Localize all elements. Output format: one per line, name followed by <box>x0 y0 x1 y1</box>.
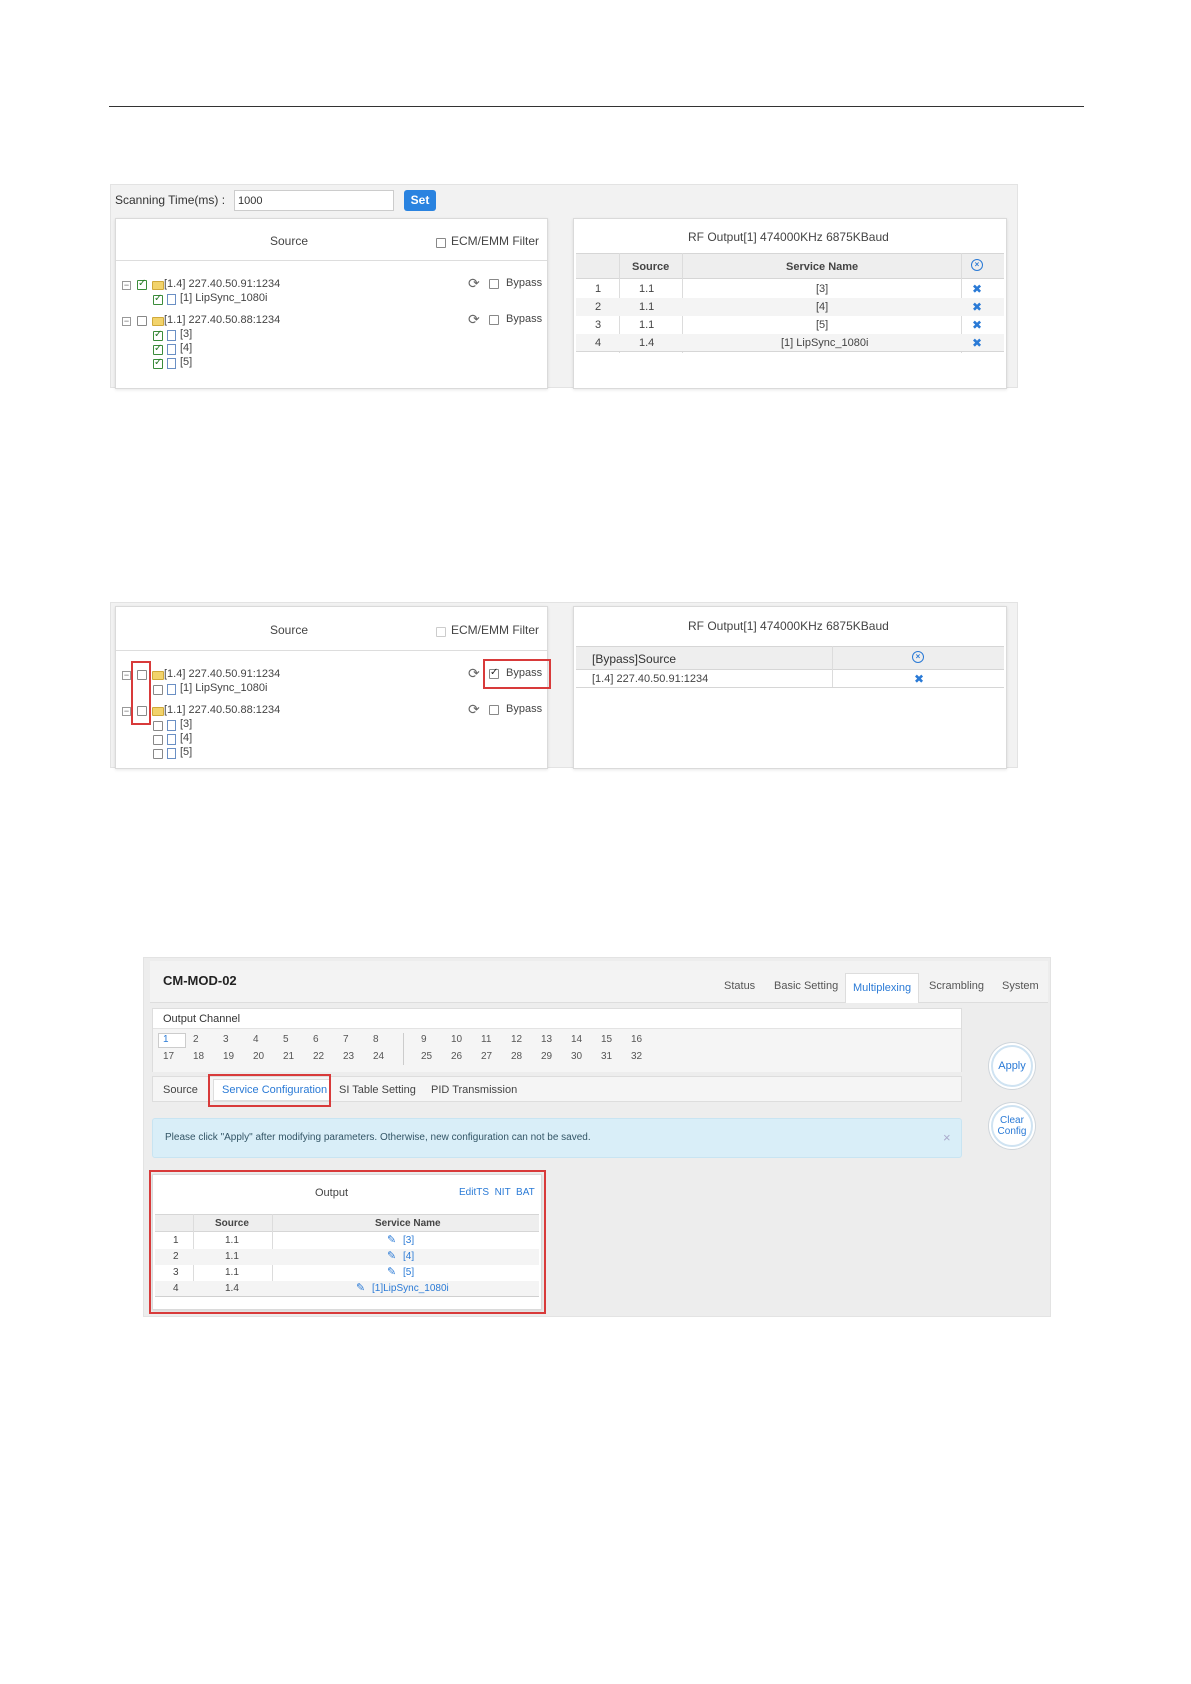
channel-21[interactable]: 21 <box>283 1051 295 1062</box>
rf-output-header: RF Output[1] 474000KHz 6875KBaud <box>688 619 889 633</box>
channel-16[interactable]: 16 <box>631 1034 643 1045</box>
highlight-service-config <box>208 1074 331 1107</box>
row-number: 3 <box>173 1267 179 1278</box>
channel-28[interactable]: 28 <box>511 1051 523 1062</box>
row-service-name: [3] <box>816 283 829 295</box>
channel-1[interactable]: 1 <box>163 1034 169 1045</box>
tree-node-label[interactable]: [1.1] 227.40.50.88:1234 <box>164 314 281 326</box>
remove-all-icon[interactable]: × <box>971 259 983 271</box>
apply-button[interactable] <box>991 1045 1033 1087</box>
nav-multiplexing[interactable]: Multiplexing <box>853 982 912 994</box>
tree-node-label[interactable]: [4] <box>180 732 193 744</box>
row-number: 4 <box>173 1283 179 1294</box>
channel-26[interactable]: 26 <box>451 1051 463 1062</box>
row-service-name: [5] <box>816 319 829 331</box>
bypass-label: Bypass <box>506 313 543 325</box>
output-channel-box <box>152 1008 962 1072</box>
edit-pencil-icon[interactable]: ✎ <box>387 1250 397 1262</box>
row-service-name[interactable]: [3] <box>403 1235 415 1246</box>
channel-9[interactable]: 9 <box>421 1034 427 1045</box>
row-source: 1.1 <box>639 283 655 295</box>
node-checkbox[interactable] <box>153 295 163 305</box>
channel-18[interactable]: 18 <box>193 1051 205 1062</box>
rf-output-panel <box>573 606 1007 769</box>
document-icon <box>167 734 176 745</box>
table-row[interactable] <box>576 316 1004 334</box>
table-row[interactable] <box>576 670 1004 688</box>
node-checkbox[interactable] <box>153 749 163 759</box>
clear-config-button[interactable] <box>991 1105 1033 1147</box>
delete-icon[interactable]: ✖ <box>972 336 983 350</box>
channel-5[interactable]: 5 <box>283 1034 289 1045</box>
ecm-emm-filter-checkbox[interactable] <box>436 238 446 248</box>
node-checkbox[interactable] <box>137 316 147 326</box>
row-source: 1.4 <box>639 337 655 349</box>
rf-output-panel <box>573 218 1007 389</box>
row-number: 1 <box>595 283 602 295</box>
channel-24[interactable]: 24 <box>373 1051 385 1062</box>
row-service-name[interactable]: [4] <box>403 1251 415 1262</box>
highlight-checkboxes <box>131 661 151 725</box>
row-source: 1.1 <box>639 319 655 331</box>
tree-node-label[interactable]: [3] <box>180 328 193 340</box>
ecm-emm-filter-checkbox[interactable] <box>436 627 446 637</box>
scan-time-input[interactable]: 1000 <box>234 190 394 211</box>
refresh-icon[interactable]: ⟳ <box>468 275 480 291</box>
delete-icon[interactable]: ✖ <box>972 282 983 296</box>
table-header <box>576 253 1004 279</box>
set-button[interactable]: Set <box>404 190 436 211</box>
delete-icon[interactable]: ✖ <box>972 300 983 314</box>
column-source: Source <box>632 261 670 273</box>
subtab-source[interactable]: Source <box>163 1084 198 1096</box>
row-number: 2 <box>173 1251 179 1262</box>
ecm-emm-filter-label: ECM/EMM Filter <box>451 234 539 248</box>
rf-output-header: RF Output[1] 474000KHz 6875KBaud <box>688 230 889 244</box>
refresh-icon[interactable]: ⟳ <box>468 311 480 327</box>
column-source: Source <box>215 1218 249 1229</box>
source-panel <box>115 218 548 389</box>
folder-icon <box>152 281 164 290</box>
channel-3[interactable]: 3 <box>223 1034 229 1045</box>
divider <box>116 260 547 261</box>
source-panel <box>115 606 548 769</box>
channel-25[interactable]: 25 <box>421 1051 433 1062</box>
document-icon <box>167 330 176 341</box>
document-icon <box>167 294 176 305</box>
document-icon <box>167 344 176 355</box>
table-row[interactable] <box>576 280 1004 298</box>
refresh-icon[interactable]: ⟳ <box>468 701 480 717</box>
app-title: CM-MOD-02 <box>163 973 237 988</box>
highlight-bypass <box>483 659 551 689</box>
channel-27[interactable]: 27 <box>481 1051 493 1062</box>
tree-node-label[interactable]: [1] LipSync_1080i <box>180 682 268 694</box>
delete-icon[interactable]: ✖ <box>972 318 983 332</box>
config-label: Config <box>997 1126 1027 1137</box>
table-header <box>576 646 1004 670</box>
channel-23[interactable]: 23 <box>343 1051 355 1062</box>
close-icon[interactable]: × <box>943 1130 951 1145</box>
bypass-label: Bypass <box>506 703 543 715</box>
tree-node-label[interactable]: [1.4] 227.40.50.91:1234 <box>164 278 281 290</box>
folder-icon <box>152 707 164 716</box>
document-icon <box>167 684 176 695</box>
channel-4[interactable]: 4 <box>253 1034 259 1045</box>
app-header <box>150 961 1048 1003</box>
node-checkbox[interactable] <box>153 345 163 355</box>
channel-separator <box>403 1033 404 1065</box>
channel-29[interactable]: 29 <box>541 1051 553 1062</box>
row-number: 3 <box>595 319 602 331</box>
screenshot-multiplexing <box>143 957 1051 1317</box>
screenshot-source-config <box>110 184 1018 388</box>
scan-time-label: Scanning Time(ms) : <box>115 193 226 207</box>
row-service-name[interactable]: [5] <box>403 1267 415 1278</box>
channel-17[interactable]: 17 <box>163 1051 175 1062</box>
row-source: 1.1 <box>225 1267 239 1278</box>
edit-pencil-icon[interactable]: ✎ <box>387 1266 397 1278</box>
channel-14[interactable]: 14 <box>571 1034 583 1045</box>
row-service-name: [1] LipSync_1080i <box>781 337 869 349</box>
node-checkbox[interactable] <box>153 735 163 745</box>
bypass-checkbox[interactable] <box>489 315 499 325</box>
row-source: 1.1 <box>225 1251 239 1262</box>
remove-all-icon[interactable]: × <box>912 651 924 663</box>
channel-22[interactable]: 22 <box>313 1051 325 1062</box>
bypass-checkbox[interactable] <box>489 705 499 715</box>
channel-11[interactable]: 11 <box>481 1034 492 1045</box>
nav-status[interactable]: Status <box>724 980 756 992</box>
row-number: 4 <box>595 337 602 349</box>
nav-system[interactable]: System <box>1002 980 1039 992</box>
tree-node-label[interactable]: [4] <box>180 342 193 354</box>
refresh-icon[interactable]: ⟳ <box>468 665 480 681</box>
ecm-emm-filter-label: ECM/EMM Filter <box>451 623 539 637</box>
row-service-name[interactable]: [1]LipSync_1080i <box>372 1283 449 1294</box>
document-icon <box>167 720 176 731</box>
highlight-output-table <box>149 1170 546 1314</box>
nav-basic-setting[interactable]: Basic Setting <box>774 980 839 992</box>
bypass-label: Bypass <box>506 277 543 289</box>
row-source: 1.1 <box>225 1235 239 1246</box>
screenshot-bypass-config <box>110 602 1018 768</box>
page-header-rule <box>109 106 1084 107</box>
node-checkbox[interactable] <box>153 331 163 341</box>
channel-area <box>153 1029 961 1072</box>
output-channel-label: Output Channel <box>163 1013 241 1025</box>
channel-19[interactable]: 19 <box>223 1051 235 1062</box>
channel-15[interactable]: 15 <box>601 1034 613 1045</box>
source-header: Source <box>270 234 309 248</box>
source-header: Source <box>270 623 309 637</box>
channel-32[interactable]: 32 <box>631 1051 643 1062</box>
document-icon <box>167 748 176 759</box>
channel-8[interactable]: 8 <box>373 1034 379 1045</box>
nav-multiplexing-tab[interactable] <box>845 973 919 1003</box>
folder-icon <box>152 317 164 326</box>
tree-node-label[interactable]: [1] LipSync_1080i <box>180 292 268 304</box>
edit-ts-nit-bat-links[interactable]: EditTS NIT BAT <box>459 1187 535 1198</box>
notice-text: Please click "Apply" after modifying parameters. Otherwise, new configuration can not be saved. <box>165 1132 591 1143</box>
row-number: 1 <box>173 1235 179 1246</box>
channel-31[interactable]: 31 <box>601 1051 613 1062</box>
collapse-icon[interactable]: − <box>123 670 130 680</box>
row-source: [1.4] 227.40.50.91:1234 <box>592 673 709 685</box>
subtab-si-table-setting[interactable]: SI Table Setting <box>339 1084 416 1096</box>
tree-node-label[interactable]: [1.4] 227.40.50.91:1234 <box>164 668 281 680</box>
folder-icon <box>152 671 164 680</box>
tree-node-label[interactable]: [1.1] 227.40.50.88:1234 <box>164 704 281 716</box>
channel-2[interactable]: 2 <box>193 1034 199 1045</box>
apply-label: Apply <box>998 1060 1026 1072</box>
channel-6[interactable]: 6 <box>313 1034 319 1045</box>
output-title: Output <box>315 1187 349 1199</box>
nav-scrambling[interactable]: Scrambling <box>929 980 985 992</box>
tree-node-label[interactable]: [5] <box>180 746 193 758</box>
column-service-name: Service Name <box>786 261 859 273</box>
collapse-icon[interactable]: − <box>123 280 130 290</box>
delete-icon[interactable]: ✖ <box>914 672 925 686</box>
bypass-checkbox[interactable] <box>489 279 499 289</box>
bypass-label: Bypass <box>506 667 543 679</box>
channel-30[interactable]: 30 <box>571 1051 583 1062</box>
channel-12[interactable]: 12 <box>511 1034 523 1045</box>
row-service-name: [4] <box>816 301 829 313</box>
collapse-icon[interactable]: − <box>123 706 130 716</box>
clear-label: Clear <box>1000 1115 1024 1126</box>
channel-10[interactable]: 10 <box>451 1034 463 1045</box>
node-checkbox[interactable] <box>153 359 163 369</box>
channel-7[interactable]: 7 <box>343 1034 349 1045</box>
channel-13[interactable]: 13 <box>541 1034 553 1045</box>
row-source: 1.4 <box>225 1283 239 1294</box>
tree-node-label[interactable]: [5] <box>180 356 193 368</box>
node-checkbox[interactable] <box>153 685 163 695</box>
row-source: 1.1 <box>639 301 655 313</box>
collapse-icon[interactable]: − <box>123 316 130 326</box>
edit-pencil-icon[interactable]: ✎ <box>356 1282 366 1294</box>
node-checkbox[interactable] <box>153 721 163 731</box>
table-row[interactable] <box>576 298 1004 316</box>
subtab-pid-transmission[interactable]: PID Transmission <box>431 1084 518 1096</box>
divider <box>116 650 547 651</box>
node-checkbox[interactable] <box>137 280 147 290</box>
row-number: 2 <box>595 301 602 313</box>
table-row[interactable] <box>576 334 1004 352</box>
edit-pencil-icon[interactable]: ✎ <box>387 1234 397 1246</box>
document-icon <box>167 358 176 369</box>
column-service-name: Service Name <box>375 1218 441 1229</box>
column-bypass-source: [Bypass]Source <box>592 652 677 666</box>
tree-node-label[interactable]: [3] <box>180 718 193 730</box>
channel-20[interactable]: 20 <box>253 1051 265 1062</box>
notice-bar <box>152 1118 962 1158</box>
subtab-service-configuration[interactable]: Service Configuration <box>222 1084 328 1096</box>
